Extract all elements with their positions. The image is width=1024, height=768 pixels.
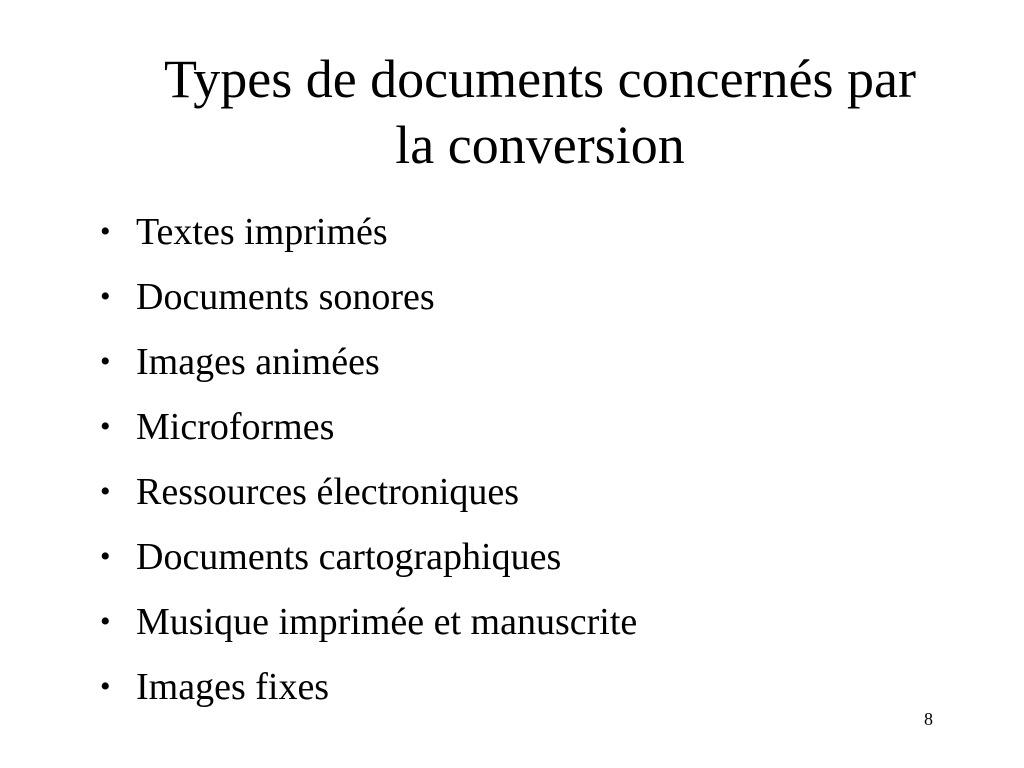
bullet-item <box>96 530 637 595</box>
bullet-text: Microformes <box>136 406 335 448</box>
bullet-text: Documents cartographiques <box>136 536 562 578</box>
bullet-item <box>96 335 637 400</box>
bullet-item <box>96 205 637 270</box>
bullet-icon: • <box>100 280 111 313</box>
bullet-icon: • <box>100 670 111 703</box>
bullet-icon: • <box>100 605 111 638</box>
bullet-text: Textes imprimés <box>136 211 388 253</box>
bullet-text: Documents sonores <box>136 276 435 318</box>
bullet-icon: • <box>100 475 111 508</box>
bullet-icon: • <box>100 345 111 378</box>
bullet-item <box>96 660 637 725</box>
bullet-item <box>96 465 637 530</box>
bullet-text: Musique imprimée et manuscrite <box>136 601 638 643</box>
bullet-text: Images animées <box>136 341 380 383</box>
bullet-text: Ressources électroniques <box>136 471 520 513</box>
bullet-icon: • <box>100 410 111 443</box>
slide-title <box>80 46 1000 178</box>
page-number: 8 <box>924 709 933 729</box>
bullet-list <box>96 205 637 725</box>
slide-title-line-2: la conversion <box>395 115 685 175</box>
bullet-item <box>96 595 637 660</box>
bullet-icon: • <box>100 540 111 573</box>
slide-title-line-1: Types de documents concernés par <box>164 49 916 109</box>
bullet-icon: • <box>100 215 111 248</box>
bullet-text: Images fixes <box>136 666 330 708</box>
bullet-item <box>96 400 637 465</box>
bullet-item <box>96 270 637 335</box>
